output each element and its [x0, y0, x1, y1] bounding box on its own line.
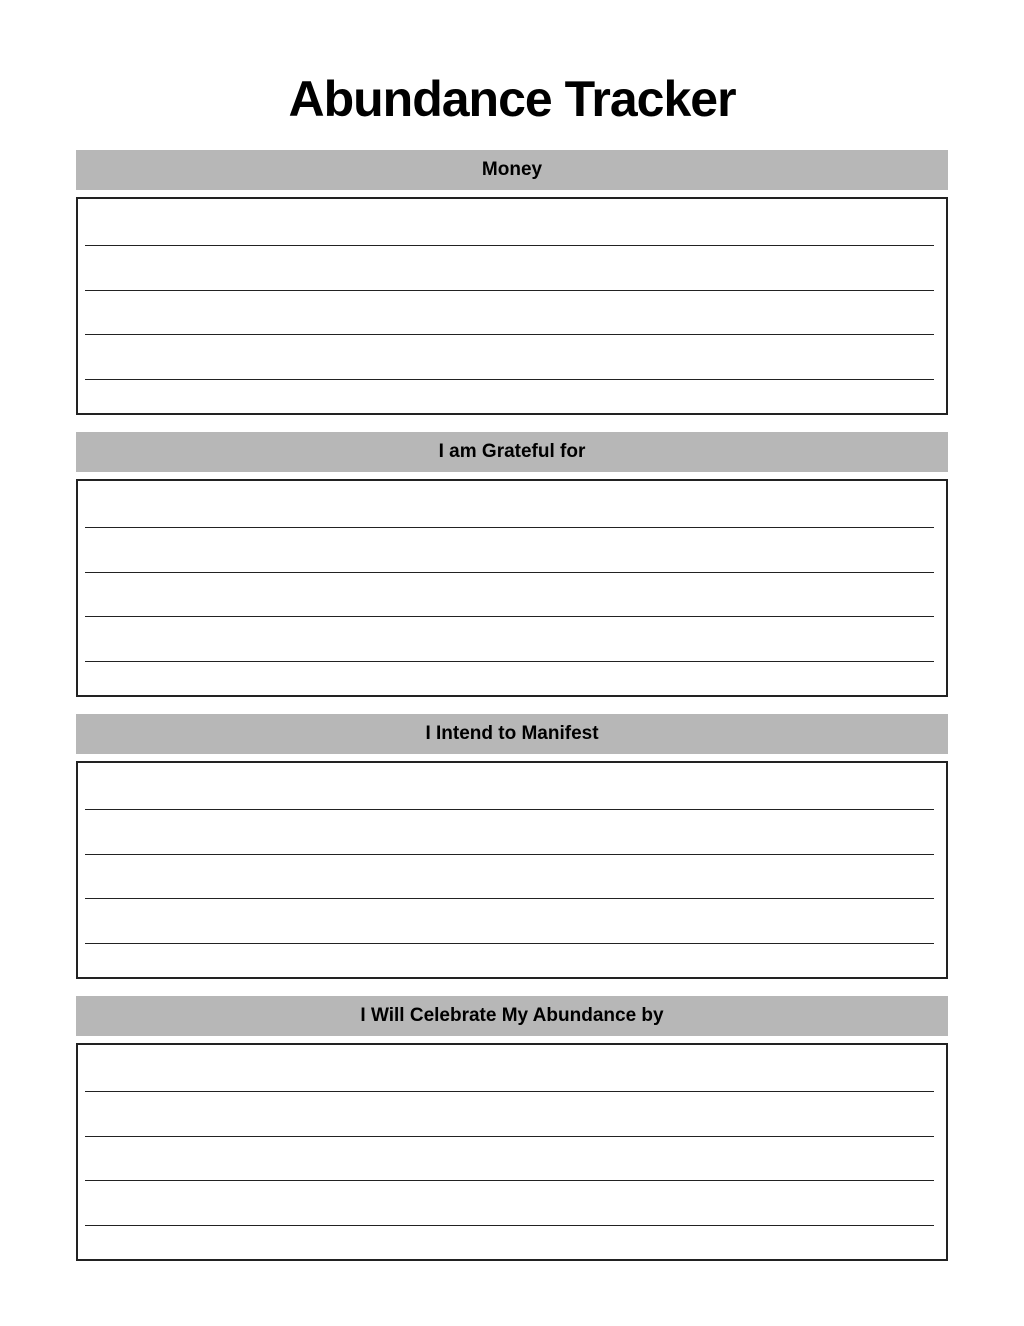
writing-line [85, 1091, 934, 1092]
writing-line [85, 379, 934, 380]
section-header: Money [76, 150, 948, 190]
writing-box[interactable] [76, 761, 948, 979]
writing-line [85, 854, 934, 855]
section-manifest [76, 714, 948, 979]
section-header: I am Grateful for [76, 432, 948, 472]
writing-line [85, 572, 934, 573]
section-money [76, 150, 948, 415]
writing-line [85, 661, 934, 662]
section-celebrate [76, 996, 948, 1261]
writing-box[interactable] [76, 479, 948, 697]
section-grateful [76, 432, 948, 697]
writing-line [85, 1225, 934, 1226]
writing-line [85, 1180, 934, 1181]
writing-line [85, 898, 934, 899]
writing-line [85, 527, 934, 528]
writing-line [85, 1136, 934, 1137]
writing-line [85, 245, 934, 246]
writing-box[interactable] [76, 1043, 948, 1261]
section-header: I Will Celebrate My Abundance by [76, 996, 948, 1036]
page-title: Abundance Tracker [288, 71, 736, 127]
writing-line [85, 943, 934, 944]
writing-line [85, 616, 934, 617]
writing-line [85, 809, 934, 810]
writing-line [85, 334, 934, 335]
section-header: I Intend to Manifest [76, 714, 948, 754]
writing-line [85, 290, 934, 291]
writing-box[interactable] [76, 197, 948, 415]
